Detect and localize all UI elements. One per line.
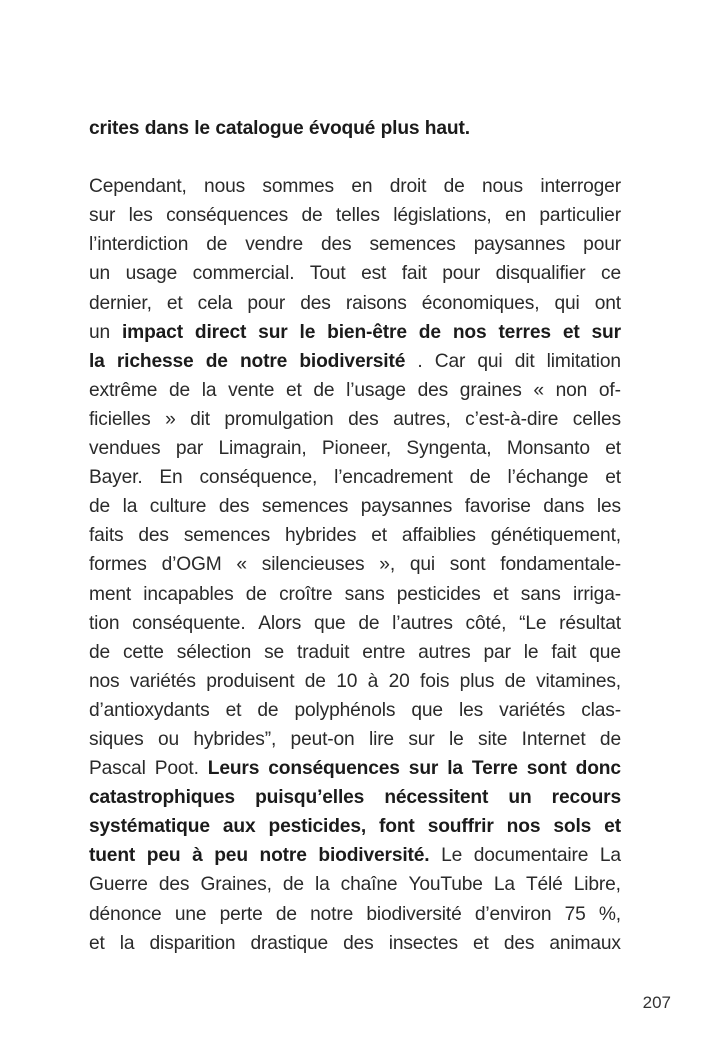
word: Syngenta, [406, 438, 492, 460]
text-line [89, 405, 621, 434]
bold-word: souffrir [427, 816, 494, 838]
bold-word: font [379, 816, 415, 838]
word: nous [481, 176, 523, 198]
word: de [358, 612, 380, 634]
text-line [89, 492, 621, 521]
word: 10 [336, 670, 358, 692]
word: de [282, 874, 304, 896]
word: disqualifier [495, 263, 586, 285]
page-number: 207 [642, 993, 671, 1012]
word: la [314, 874, 330, 896]
word: droit [389, 176, 427, 198]
word: promulgation [224, 408, 334, 430]
word: biodiversité [366, 903, 462, 925]
word: et [605, 438, 621, 460]
word: des [417, 379, 449, 401]
bold-word: catalogue [215, 118, 304, 139]
word: favorise [464, 496, 531, 518]
word: Alors [258, 612, 302, 634]
word: c’est-à-dire [465, 408, 559, 430]
bold-word: plus [380, 118, 420, 139]
word: %, [598, 903, 621, 925]
word: semences [369, 234, 456, 256]
word: conséquences [166, 205, 289, 227]
word: affaiblies [401, 525, 476, 547]
bold-word: recours [551, 787, 621, 809]
bold-word: dans [144, 118, 189, 139]
word: d’OGM [161, 554, 222, 576]
bold-word: biodiversité [299, 350, 406, 372]
bold-word: peu [146, 845, 181, 867]
word: Car [434, 350, 466, 372]
word: extrême [89, 379, 158, 401]
word: des [300, 292, 331, 314]
bold-word: donc [575, 758, 621, 780]
text-line [89, 376, 621, 405]
bold-word: crites [89, 118, 140, 139]
word: fois [420, 670, 450, 692]
bold-word: sur [258, 321, 288, 343]
word: l’échange [507, 467, 589, 489]
word: les [596, 496, 621, 518]
word: incapables [143, 583, 234, 605]
bold-word: catastrophiques [89, 787, 235, 809]
word: sans [520, 583, 561, 605]
word: de [275, 903, 297, 925]
word: tion [89, 612, 120, 634]
word: que [411, 699, 443, 721]
word: conséquente. [132, 612, 246, 634]
word: Limagrain, [218, 438, 307, 460]
word: d’environ [474, 903, 552, 925]
word: Télé [525, 874, 563, 896]
word: commercial. [192, 263, 295, 285]
text-line [89, 289, 621, 318]
text-line [89, 929, 621, 958]
word: YouTube [408, 874, 483, 896]
bold-word: sur [408, 758, 439, 780]
word: autres [418, 641, 471, 663]
bold-word: notre [239, 350, 288, 372]
word: La [493, 874, 515, 896]
word: que [313, 612, 346, 634]
word: Bayer. [89, 467, 143, 489]
word: se [264, 641, 285, 663]
text-line [89, 550, 621, 579]
word: ont [594, 292, 621, 314]
word: perte [219, 903, 263, 925]
word: ou [157, 728, 180, 750]
word: de [304, 670, 326, 692]
bold-word: et [604, 816, 621, 838]
word: résultat [559, 612, 621, 634]
word: et [89, 932, 105, 954]
word: de [443, 176, 465, 198]
bold-word: nécessitent [384, 787, 489, 809]
word: peut-on [290, 728, 355, 750]
bold-word: sur [591, 321, 621, 343]
word: par [175, 438, 204, 460]
word: de [89, 496, 111, 518]
word: documentaire [473, 845, 589, 867]
word: Internet [521, 728, 586, 750]
word: traduit [297, 641, 350, 663]
bold-word: aux [222, 816, 256, 838]
word: des [503, 932, 535, 954]
word: les [458, 699, 484, 721]
word: un [89, 321, 111, 343]
bold-word: impact [121, 321, 183, 343]
word: site [478, 728, 508, 750]
word: non [555, 379, 588, 401]
bold-word: pesticides, [268, 816, 367, 838]
word: ficielles [89, 408, 151, 430]
bold-word: direct [194, 321, 247, 343]
word: La [599, 845, 621, 867]
word: « [533, 379, 544, 401]
word: fondamentale- [500, 554, 621, 576]
word: limitation [546, 350, 621, 372]
bold-word: le [194, 118, 210, 139]
bold-word: terres [498, 321, 551, 343]
word: législations, [393, 205, 492, 227]
word: génétiquement, [490, 525, 621, 547]
word: particulier [539, 205, 621, 227]
word: celles [572, 408, 621, 430]
word: un [89, 263, 111, 285]
word: interroger [540, 176, 621, 198]
word: sur [408, 728, 435, 750]
word: vendre [245, 234, 304, 256]
word: de [599, 728, 621, 750]
word: sur [89, 205, 116, 227]
word: paysannes [473, 234, 566, 256]
word: cette [122, 641, 164, 663]
text-line [89, 521, 621, 550]
text-line [89, 318, 621, 347]
word: que [589, 641, 621, 663]
text-line [89, 434, 621, 463]
word: paysannes [360, 496, 453, 518]
word: qui [409, 554, 435, 576]
word: Libre, [573, 874, 621, 896]
text-line [89, 259, 621, 288]
bold-word: à [192, 845, 203, 867]
word: l’interdiction [89, 234, 189, 256]
word: Guerre [89, 874, 148, 896]
bold-word: bien-être [327, 321, 407, 343]
word: et [371, 525, 387, 547]
word: variétés [499, 699, 566, 721]
bold-word: biodiversité. [318, 845, 430, 867]
word: nous [204, 176, 246, 198]
word: fait [401, 263, 427, 285]
word: », [379, 554, 395, 576]
word: des [158, 874, 190, 896]
word: 75 [564, 903, 586, 925]
text-line [89, 463, 621, 492]
bold-word: peu [214, 845, 248, 867]
bold-word: systématique [89, 816, 210, 838]
word: formes [89, 554, 147, 576]
word: de [469, 467, 491, 489]
word: dans [543, 496, 585, 518]
word: sont [449, 554, 486, 576]
word: et [225, 699, 242, 721]
word: le [523, 641, 539, 663]
word: siques [89, 728, 144, 750]
word: la [122, 496, 138, 518]
word: côté, [465, 612, 507, 634]
word: clas- [581, 699, 621, 721]
word: En [159, 467, 183, 489]
word: d’antioxydants [89, 699, 210, 721]
page-body [89, 114, 621, 958]
word: Cependant, [89, 176, 187, 198]
word: animaux [549, 932, 621, 954]
text-line [89, 580, 621, 609]
text-line [89, 347, 621, 376]
word: pour [583, 234, 621, 256]
text-line [89, 696, 621, 725]
bold-word: sols [553, 816, 592, 838]
bold-word: nos [506, 816, 541, 838]
word: telles [335, 205, 380, 227]
word: plus [459, 670, 495, 692]
word: de [257, 699, 279, 721]
word: vente [228, 379, 275, 401]
bold-word: et [562, 321, 580, 343]
word: des [348, 408, 379, 430]
word: sélection [176, 641, 252, 663]
word: “Le [519, 612, 547, 634]
text-line [89, 609, 621, 638]
word: des [138, 525, 169, 547]
word: lire [368, 728, 394, 750]
text-line [89, 841, 621, 870]
word: qui [554, 292, 580, 314]
word: disparition [149, 932, 236, 954]
word: le [448, 728, 464, 750]
word: par [483, 641, 511, 663]
bold-word: conséquences [268, 758, 400, 780]
word: ment [89, 583, 132, 605]
word: pour [247, 292, 286, 314]
word: est [361, 263, 387, 285]
word: les [128, 205, 153, 227]
word: à [367, 670, 379, 692]
text-line [89, 667, 621, 696]
word: . [417, 350, 423, 372]
text-line [89, 870, 621, 899]
word: dit [514, 350, 535, 372]
word: Le [441, 845, 463, 867]
word: 20 [388, 670, 410, 692]
word: semences [183, 525, 271, 547]
word: dénonce [89, 903, 162, 925]
word: vitamines, [536, 670, 621, 692]
word: Pascal [89, 758, 146, 780]
word: de [313, 379, 335, 401]
word: l’usage [346, 379, 406, 401]
word: drastique [250, 932, 329, 954]
word: usage [125, 263, 178, 285]
word: et [473, 932, 489, 954]
word: culture [149, 496, 207, 518]
bold-word: puisqu’elles [255, 787, 365, 809]
word: une [174, 903, 207, 925]
paragraph-gap [89, 143, 621, 172]
bold-word: Terre [471, 758, 518, 780]
word: Monsanto [506, 438, 590, 460]
word: produisent [206, 670, 295, 692]
word: de [301, 205, 323, 227]
word: des [321, 234, 352, 256]
word: hybrides”, [193, 728, 277, 750]
word: irriga- [572, 583, 621, 605]
bold-word: de [418, 321, 441, 343]
bold-word: nos [452, 321, 487, 343]
word: des [218, 496, 250, 518]
word: croître [279, 583, 333, 605]
word: de [168, 379, 191, 401]
word: « [236, 554, 247, 576]
bold-word: le [299, 321, 316, 343]
bold-word: la [89, 350, 105, 372]
word: l’autres [392, 612, 453, 634]
word: entre [362, 641, 406, 663]
word: nos [89, 670, 120, 692]
word: hybrides [285, 525, 357, 547]
text-line [89, 638, 621, 667]
word: et [492, 583, 509, 605]
text-line [89, 812, 621, 841]
word: ce [601, 263, 621, 285]
word: semences [261, 496, 349, 518]
bold-word: de [205, 350, 228, 372]
word: sommes [262, 176, 334, 198]
word: économiques, [421, 292, 540, 314]
word: en [504, 205, 526, 227]
word: polyphénols [294, 699, 396, 721]
bold-word: Leurs [207, 758, 260, 780]
bold-word: notre [259, 845, 307, 867]
word: dit [190, 408, 210, 430]
word: insectes [388, 932, 458, 954]
word: of- [598, 379, 621, 401]
word: pesticides [396, 583, 481, 605]
word: chaîne [340, 874, 398, 896]
word: pour [442, 263, 481, 285]
word: dernier, [89, 292, 152, 314]
text-line [89, 754, 621, 783]
word: autres, [393, 408, 451, 430]
word: notre [310, 903, 354, 925]
bold-word: haut. [424, 118, 470, 139]
word: Tout [309, 263, 346, 285]
text-line [89, 900, 621, 929]
word: graines [459, 379, 522, 401]
word: Poot. [154, 758, 199, 780]
word: variétés [129, 670, 196, 692]
word: et [605, 467, 621, 489]
bold-word: évoqué [308, 118, 376, 139]
word: des [343, 932, 374, 954]
bold-word: la [447, 758, 463, 780]
bold-word: sont [526, 758, 567, 780]
word: de [245, 583, 267, 605]
word: Graines, [200, 874, 272, 896]
word: faits [89, 525, 124, 547]
word: la [119, 932, 135, 954]
text-line [89, 783, 621, 812]
word: fait [551, 641, 577, 663]
word: l’encadrement [334, 467, 453, 489]
text-line [89, 172, 621, 201]
bold-word: richesse [116, 350, 194, 372]
word: sans [344, 583, 385, 605]
word: en [351, 176, 373, 198]
word: la [201, 379, 217, 401]
word: cela [197, 292, 233, 314]
text-line [89, 114, 621, 143]
text-line [89, 230, 621, 259]
text-line [89, 725, 621, 754]
word: vendues [89, 438, 161, 460]
word: et [166, 292, 183, 314]
bold-word: tuent [89, 845, 136, 867]
word: qui [477, 350, 503, 372]
word: de [206, 234, 228, 256]
word: raisons [345, 292, 407, 314]
word: et [285, 379, 302, 401]
word: » [165, 408, 176, 430]
word: de [504, 670, 526, 692]
word: silencieuses [261, 554, 365, 576]
text-line [89, 201, 621, 230]
word: Pioneer, [321, 438, 392, 460]
word: de [89, 641, 111, 663]
bold-word: un [508, 787, 532, 809]
word: conséquence, [199, 467, 318, 489]
